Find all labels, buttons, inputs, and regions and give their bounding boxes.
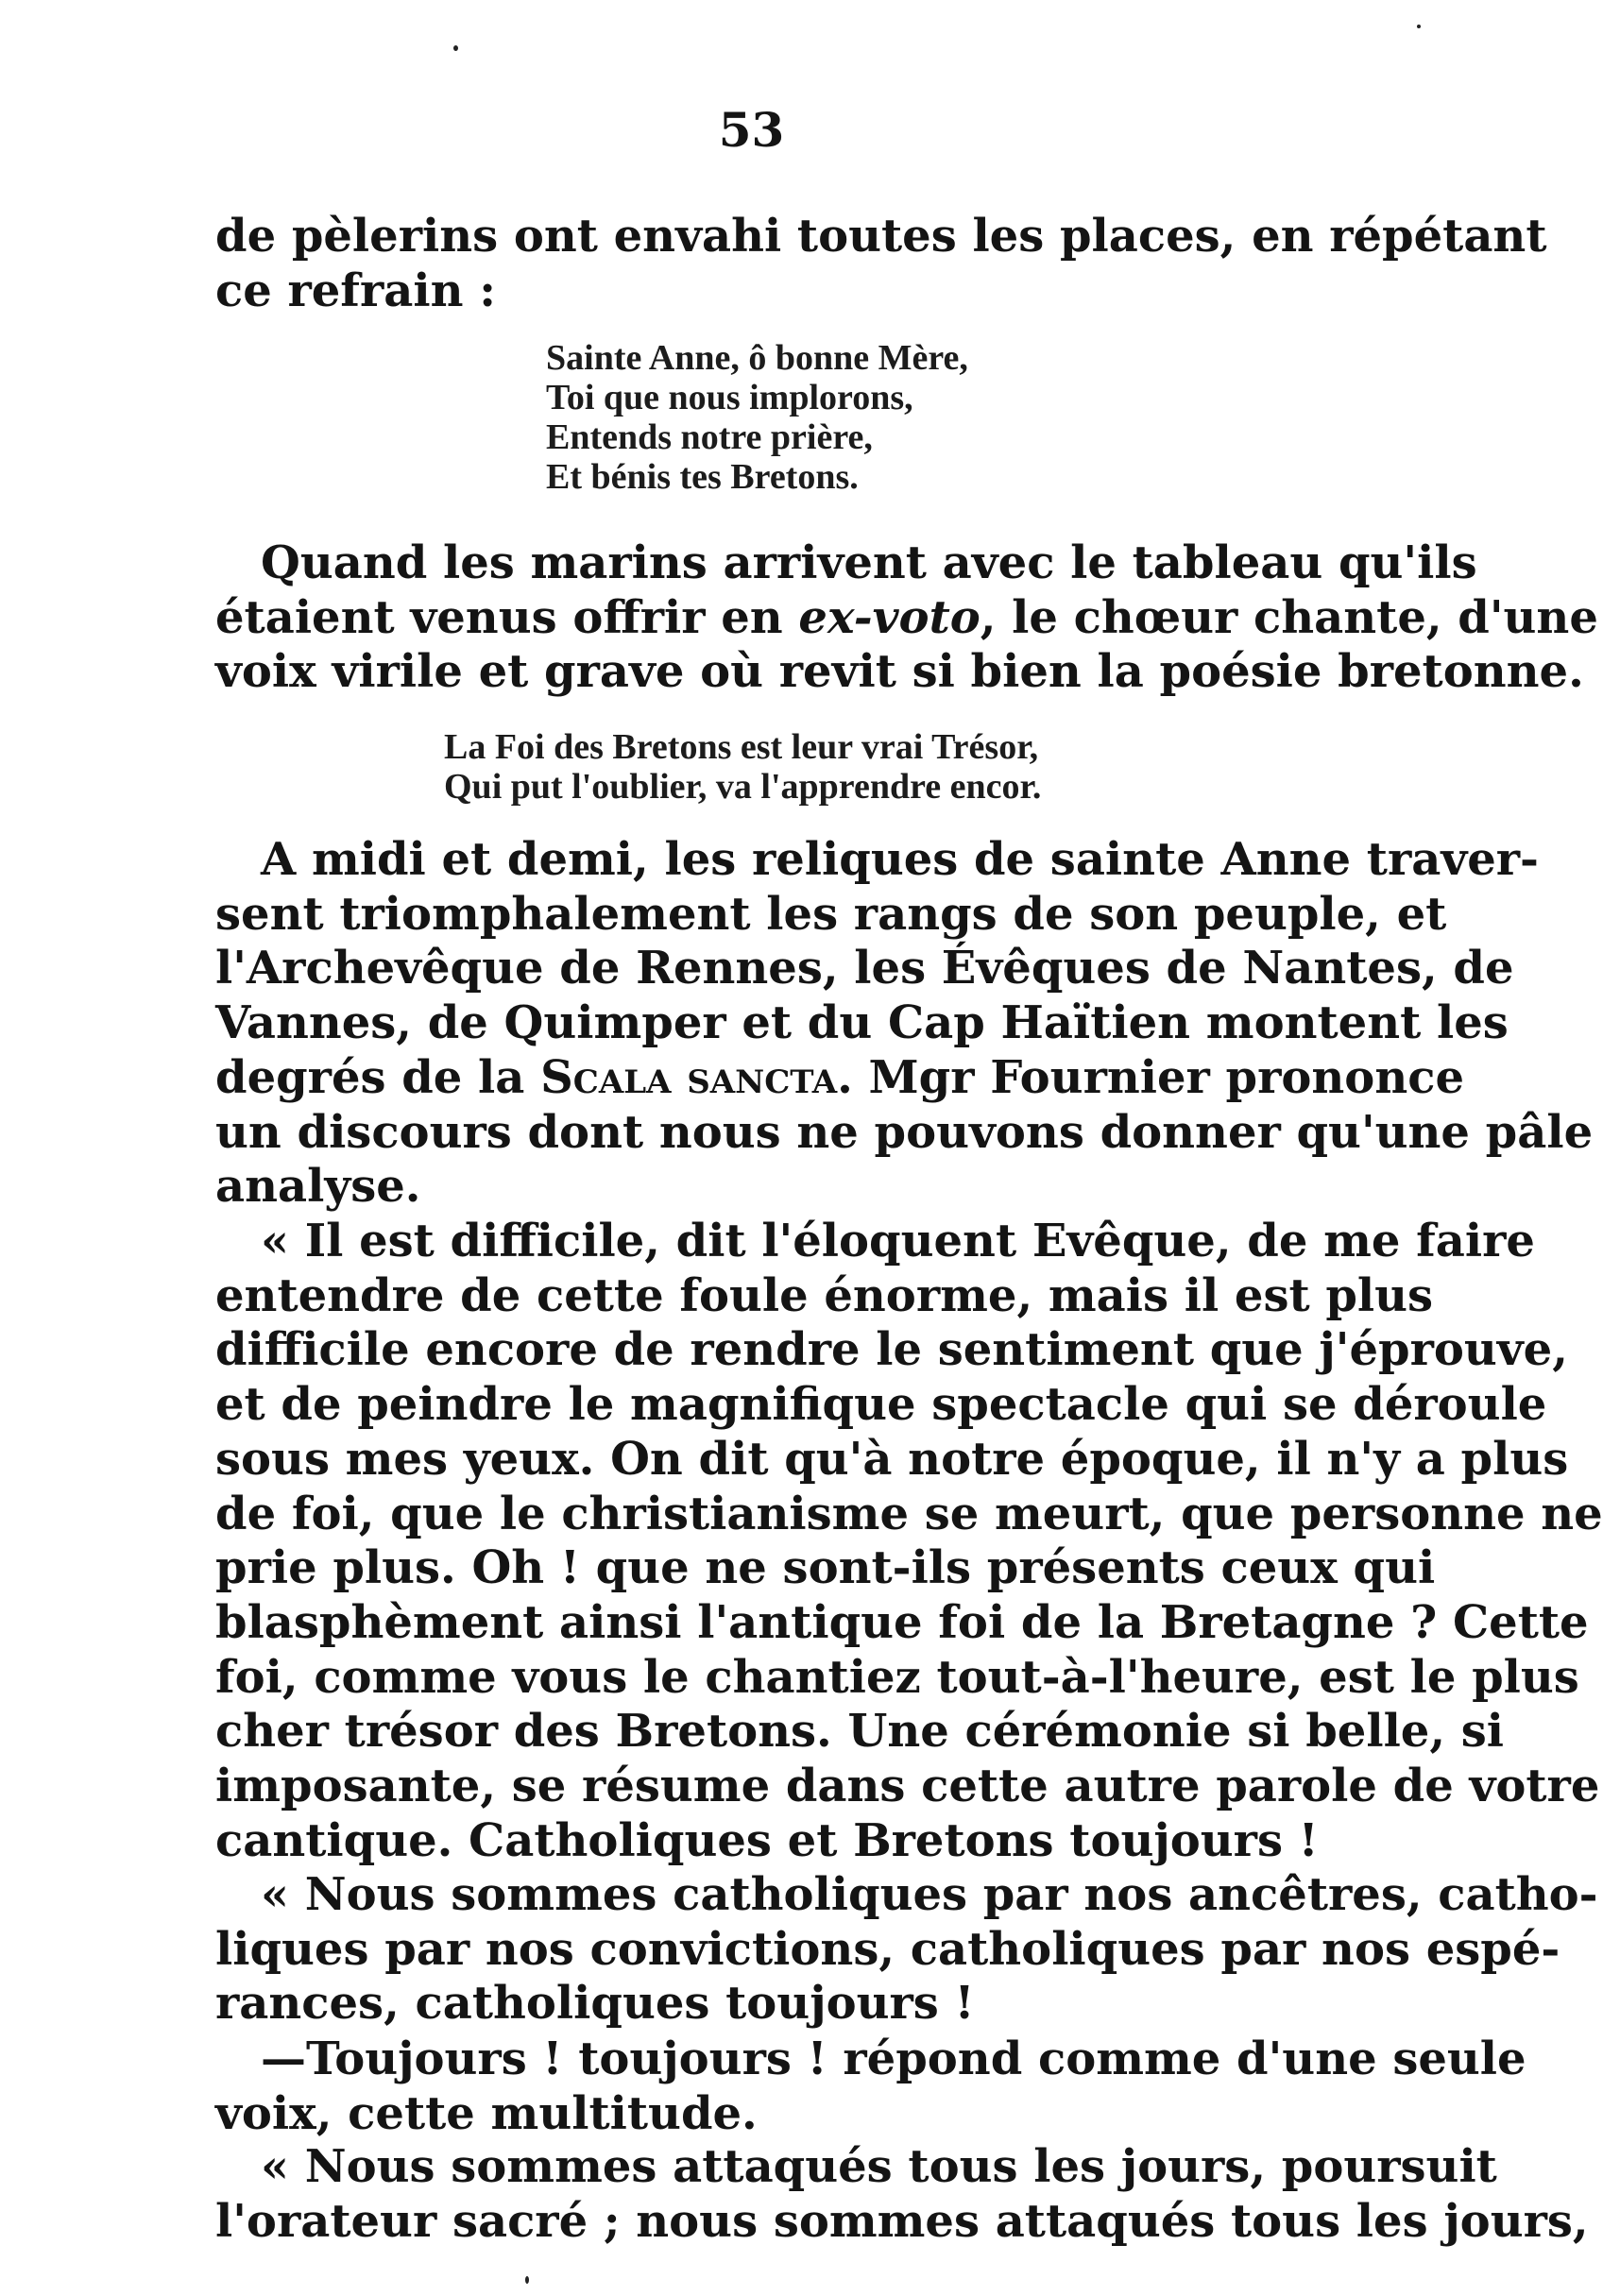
smallcaps-term: Scala sancta (540, 1050, 838, 1104)
text-line: voix virile et grave où revit si bien la poésie bretonne. (215, 645, 1584, 699)
text-segment: , le chœur chante, d'une (980, 590, 1598, 644)
text-line: imposante, se résume dans cette autre parole de votre (215, 1760, 1600, 1813)
text-line: l'orateur sacré ; nous sommes attaqués tous les jours, (215, 2194, 1589, 2248)
text-line: cantique. Catholiques et Bretons toujours ! (215, 1813, 1319, 1867)
text-line: voix, cette multitude. (215, 2086, 758, 2140)
text-line: difficile encore de rendre le sentiment que j'éprouve, (215, 1323, 1568, 1377)
verse-line: Et bénis tes Bretons. (546, 457, 859, 497)
text-line: sous mes yeux. On dit qu'à notre époque, il n'y a plus (215, 1432, 1569, 1486)
verse-line: La Foi des Bretons est leur vrai Trésor, (444, 727, 1039, 767)
verse-line: Sainte Anne, ô bonne Mère, (546, 338, 968, 378)
paragraph-6 (215, 2032, 1526, 2141)
text-line: sent triomphalement les rangs de son peuple, et (215, 887, 1447, 941)
text-line: « Nous sommes attaqués tous les jours, poursuit (261, 2140, 1497, 2193)
text-line: blasphèment ainsi l'antique foi de la Bretagne ? Cette (215, 1595, 1589, 1649)
text-line: foi, comme vous le chantiez tout-à-l'heure, est le plus (215, 1650, 1579, 1704)
text-segment: . Mgr Fournier prononce (837, 1050, 1464, 1104)
paragraph-2 (215, 536, 1598, 700)
text-line: de foi, que le christianisme se meurt, que personne ne (215, 1487, 1603, 1540)
verse-refrain (546, 338, 968, 497)
verse-line: Toi que nous implorons, (546, 378, 913, 417)
verse-canticle (444, 727, 1041, 807)
page-number: 53 (718, 102, 785, 158)
text-line: A midi et demi, les reliques de sainte Anne traver- (261, 833, 1539, 886)
text-line: —Toujours ! toujours ! répond comme d'une seule (261, 2032, 1526, 2085)
text-line: de pèlerins ont envahi toutes les places, en répétant (215, 210, 1547, 263)
text-line: ce refrain : (215, 264, 496, 317)
text-line: « Nous sommes catholiques par nos ancêtres, catho- (261, 1868, 1598, 1921)
paragraph-5 (215, 1868, 1598, 2032)
text-line: Quand les marins arrivent avec le tableau qu'ils (261, 536, 1477, 589)
scan-speck (525, 2276, 529, 2284)
text-line: entendre de cette foule énorme, mais il est plus (215, 1268, 1434, 1322)
text-segment: étaient venus offrir en (215, 590, 799, 644)
paragraph-1 (215, 210, 1547, 318)
text-line: liques par nos convictions, catholiques par nos espé- (215, 1922, 1560, 1976)
verse-line: Qui put l'oublier, va l'apprendre encor. (444, 767, 1042, 807)
italic-term: ex-voto (798, 590, 981, 644)
text-line: l'Archevêque de Rennes, les Évêques de Nantes, de (215, 942, 1514, 995)
verse-line: Entends notre prière, (546, 417, 873, 457)
paragraph-7 (215, 2140, 1589, 2249)
text-line: « Il est difficile, dit l'éloquent Evêque, de me faire (261, 1215, 1535, 1267)
text-line: Vannes, de Quimper et du Cap Haïtien montent les (215, 996, 1509, 1050)
text-line: un discours dont nous ne pouvons donner qu'une pâle (215, 1105, 1594, 1159)
scan-speck (1417, 25, 1421, 28)
text-line: cher trésor des Bretons. Une cérémonie si belle, si (215, 1705, 1505, 1759)
paragraph-4 (215, 1215, 1603, 1868)
text-line: et de peindre le magnifique spectacle qui se déroule (215, 1378, 1547, 1432)
text-line (215, 590, 1598, 646)
text-line: rances, catholiques toujours ! (215, 1977, 975, 2031)
text-line (215, 1050, 1464, 1106)
paragraph-3 (215, 833, 1594, 1215)
text-segment: degrés de la (215, 1050, 541, 1104)
text-line: prie plus. Oh ! que ne sont-ils présents ceux qui (215, 1541, 1436, 1595)
scan-speck (453, 45, 458, 51)
text-line: analyse. (215, 1160, 421, 1214)
